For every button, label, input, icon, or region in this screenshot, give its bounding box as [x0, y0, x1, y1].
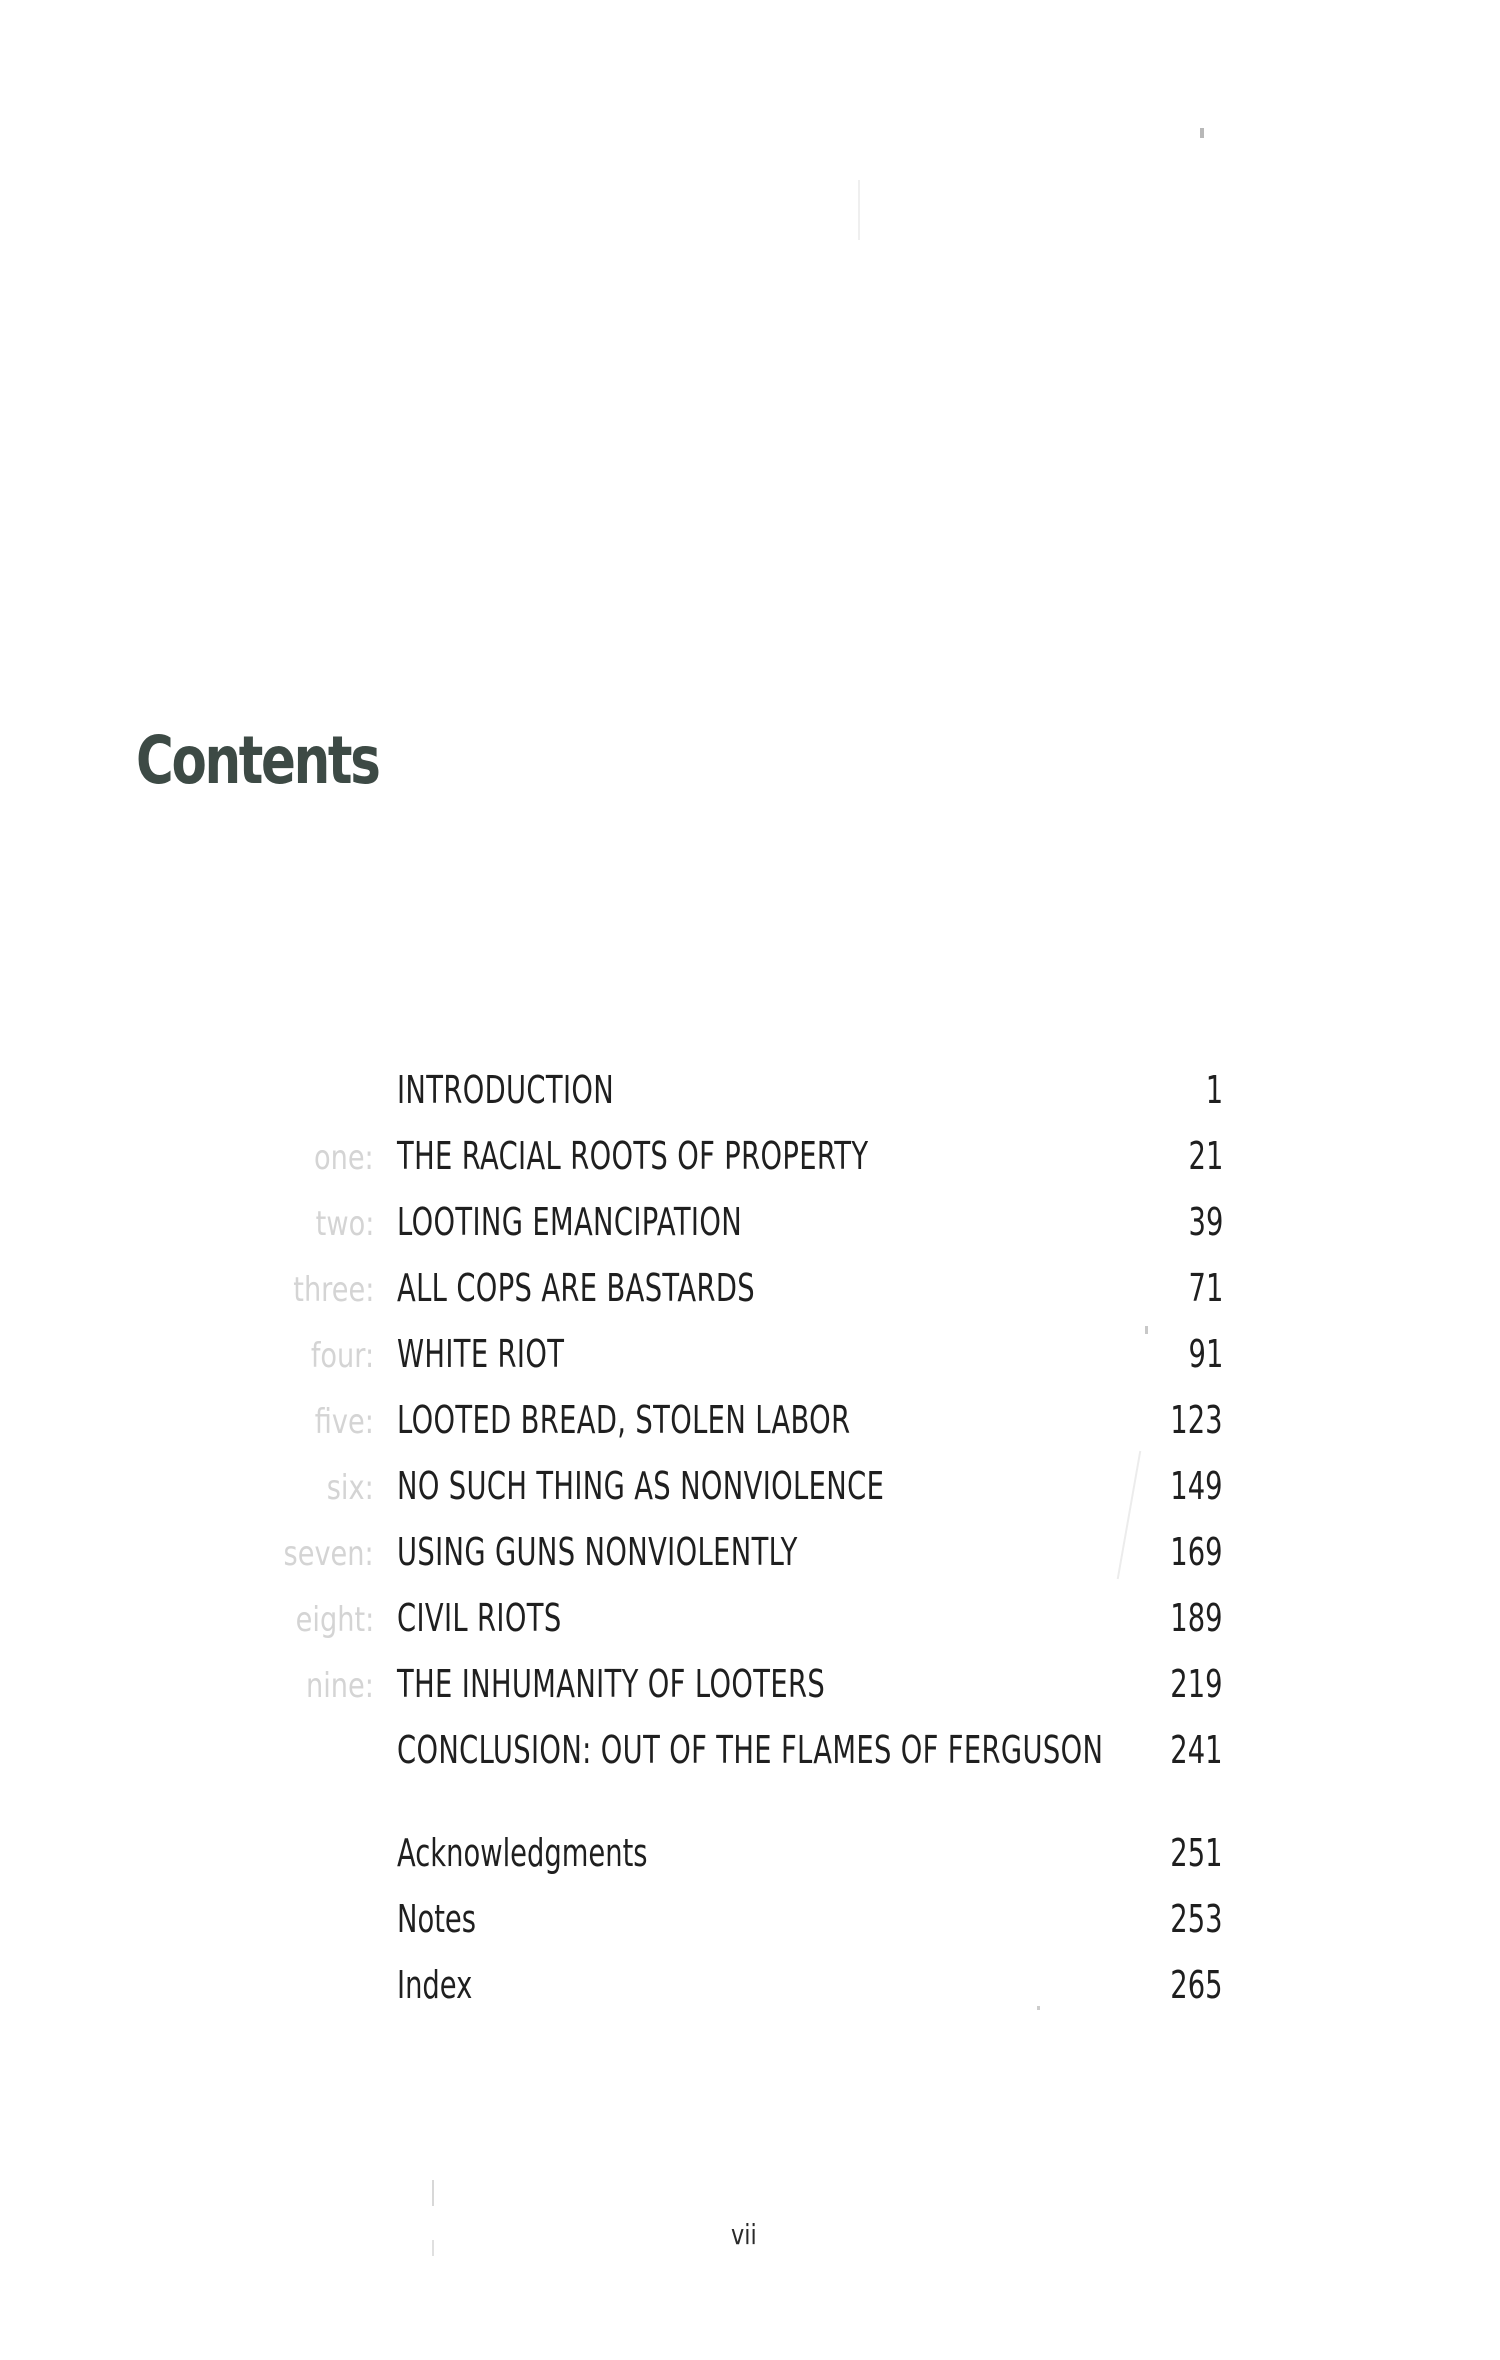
chapter-number: three: — [292, 1270, 374, 1310]
scan-speck — [1037, 2006, 1040, 2010]
toc-entry-five — [0, 1396, 1500, 1456]
chapter-title: CONCLUSION: OUT OF THE FLAMES OF FERGUSON — [397, 1728, 1104, 1772]
toc-entry-notes — [0, 1895, 1500, 1955]
chapter-number: five: — [314, 1402, 374, 1442]
page-number: 253 — [1170, 1897, 1223, 1941]
chapter-title: ALL COPS ARE BASTARDS — [397, 1266, 755, 1310]
toc-entry-acknowledgments — [0, 1829, 1500, 1889]
chapter-title: USING GUNS NONVIOLENTLY — [397, 1530, 798, 1574]
chapter-title: NO SUCH THING AS NONVIOLENCE — [397, 1464, 885, 1508]
toc-entry-one — [0, 1132, 1500, 1192]
back-matter-title: Notes — [397, 1897, 477, 1941]
page-number: 251 — [1170, 1831, 1223, 1875]
scan-speck — [858, 180, 860, 240]
page-number: 39 — [1188, 1200, 1223, 1244]
chapter-title: INTRODUCTION — [397, 1068, 615, 1112]
toc-entry-seven — [0, 1528, 1500, 1588]
toc-entry-conclusion — [0, 1726, 1500, 1786]
scan-speck — [1200, 128, 1204, 138]
toc-entry-introduction — [0, 1066, 1500, 1126]
chapter-number: four: — [310, 1336, 374, 1376]
page-number: 1 — [1205, 1068, 1223, 1112]
toc-entry-three — [0, 1264, 1500, 1324]
scan-speck — [432, 2240, 434, 2256]
chapter-title: CIVIL RIOTS — [397, 1596, 562, 1640]
page-number: 21 — [1188, 1134, 1223, 1178]
chapter-number: eight: — [295, 1600, 374, 1640]
toc-entry-eight — [0, 1594, 1500, 1654]
page-number: 123 — [1170, 1398, 1223, 1442]
toc-entry-nine — [0, 1660, 1500, 1720]
page-number: 219 — [1170, 1662, 1223, 1706]
chapter-number: six: — [327, 1468, 374, 1508]
chapter-number: two: — [315, 1204, 374, 1244]
toc-entry-index — [0, 1961, 1500, 2021]
page-number: 149 — [1170, 1464, 1223, 1508]
page-number: 71 — [1188, 1266, 1223, 1310]
scan-speck — [432, 2180, 434, 2206]
chapter-title: THE INHUMANITY OF LOOTERS — [397, 1662, 826, 1706]
toc-entry-four — [0, 1330, 1500, 1390]
chapter-title: WHITE RIOT — [397, 1332, 565, 1376]
chapter-title: LOOTED BREAD, STOLEN LABOR — [397, 1398, 851, 1442]
chapter-title: THE RACIAL ROOTS OF PROPERTY — [397, 1134, 869, 1178]
back-matter-title: Index — [397, 1963, 473, 2007]
page-number: 91 — [1188, 1332, 1223, 1376]
toc-entry-two — [0, 1198, 1500, 1258]
page-folio: vii — [731, 2218, 757, 2251]
page-number: 169 — [1170, 1530, 1223, 1574]
toc-entry-six — [0, 1462, 1500, 1522]
page-number: 189 — [1170, 1596, 1223, 1640]
chapter-number: seven: — [283, 1534, 374, 1574]
scan-speck — [1145, 1326, 1148, 1334]
chapter-title: LOOTING EMANCIPATION — [397, 1200, 743, 1244]
page-title: Contents — [136, 722, 379, 799]
chapter-number: one: — [314, 1138, 374, 1178]
back-matter-title: Acknowledgments — [397, 1831, 648, 1875]
page-number: 241 — [1170, 1728, 1223, 1772]
chapter-number: nine: — [306, 1666, 374, 1706]
page-number: 265 — [1170, 1963, 1223, 2007]
